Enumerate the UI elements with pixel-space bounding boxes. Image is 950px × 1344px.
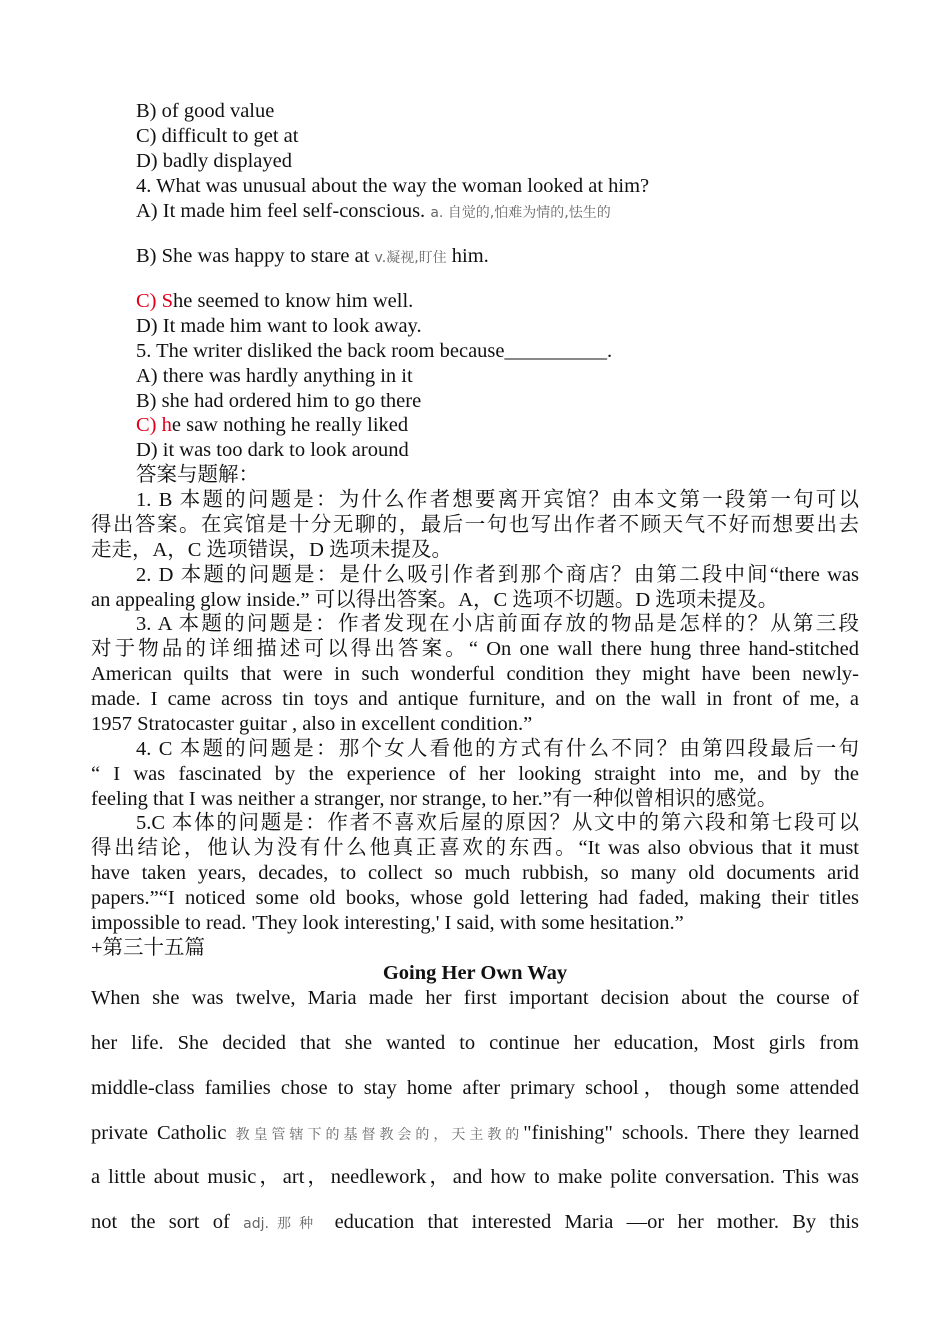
answer-4-line: feeling that I was neither a stranger, nor strange, to her.”有一种似曾相识的感觉。 xyxy=(91,788,778,810)
q4-option-c-text: he seemed to know him well. xyxy=(173,290,414,312)
passage-text: not the sort of xyxy=(91,1211,230,1233)
answer-3-line: made. I came across tin toys and antique furniture, and on the wall in front of me, a xyxy=(91,688,859,710)
q4-option-d: D) It made him want to look away. xyxy=(136,315,422,337)
answer-4-line: 4. C 本题的问题是：那个女人看他的方式有什么不同？由第四段最后一句 xyxy=(136,738,859,760)
q5-option-d: D) it was too dark to look around xyxy=(136,439,409,461)
vocab-note: 教皇管辖下的基督教会的，天主教的 xyxy=(235,1127,524,1143)
answer-3-line: 3. A 本题的问题是：作者发现在小店前面存放的物品是怎样的？从第三段 xyxy=(136,613,859,635)
section-label: +第三十五篇 xyxy=(91,937,206,959)
answers-heading: 答案与题解： xyxy=(136,464,259,486)
passage-text: private Catholic xyxy=(91,1122,227,1144)
answer-2-line: 2. D 本题的问题是：是什么吸引作者到那个商店？由第二段中间“there was xyxy=(136,564,859,586)
q4-option-a-text: A) It made him feel self-conscious. xyxy=(136,200,426,222)
answer-3-line: 1957 Stratocaster guitar , also in excellent condition.” xyxy=(91,713,533,735)
q4-option-b-text: B) She was happy to stare at xyxy=(136,245,370,267)
passage-text: "finishing" schools. There they learned xyxy=(523,1122,860,1144)
passage-line: middle-class families chose to stay home after primary school，though some attended xyxy=(91,1077,859,1099)
answer-highlight: C) S xyxy=(136,290,174,312)
answer-3-line: American quilts that were in such wonderful condition they might have been newly- xyxy=(91,663,859,685)
q3-option-b: B) of good value xyxy=(136,100,275,122)
vocab-note: v.凝视,盯住 xyxy=(374,250,447,266)
vocab-note: adj.那种 xyxy=(243,1216,322,1232)
q4-stem: 4. What was unusual about the way the woman looked at him? xyxy=(136,175,650,197)
passage-text: education that interested Maria —or her mother. By this xyxy=(334,1211,860,1233)
answer-1-line: 走走，A，C 选项错误，D 选项未提及。 xyxy=(91,539,453,561)
answer-5-line: impossible to read. 'They look interesting,' I said, with some hesitation.” xyxy=(91,912,684,934)
q4-option-c xyxy=(136,289,413,314)
answer-4-line: “ I was fascinated by the experience of her looking straight into me, and by the xyxy=(91,763,859,785)
q4-option-a xyxy=(136,199,611,226)
answer-highlight: C) h xyxy=(136,414,172,436)
passage-line: When she was twelve, Maria made her first important decision about the course of xyxy=(91,987,859,1009)
answer-5-line: papers.”“I noticed some old books, whose gold lettering had faded, making their titles xyxy=(91,887,859,909)
passage-line: her life. She decided that she wanted to continue her education, Most girls from xyxy=(91,1032,859,1054)
answer-5-line: 5.C 本体的问题是：作者不喜欢后屋的原因？从文中的第六段和第七段可以 xyxy=(136,812,859,834)
passage-line: a little about music，art，needlework，and how to make polite conversation. This was xyxy=(91,1166,859,1188)
q3-option-c: C) difficult to get at xyxy=(136,125,299,147)
q5-option-c xyxy=(136,413,408,438)
answer-5-line: have taken years, decades, to collect so much rubbish, so many old documents arid xyxy=(91,862,859,884)
passage-title: Going Her Own Way xyxy=(382,962,568,984)
answer-5-line: 得出结论，他认为没有什么他真正喜欢的东西。“It was also obvious that it must xyxy=(91,837,859,859)
q4-option-b-end: him. xyxy=(451,245,489,267)
vocab-note: a. 自觉的,怕难为情的,怯生的 xyxy=(430,205,611,221)
answer-1-line: 得出答案。在宾馆是十分无聊的，最后一句也写出作者不顾天气不好而想要出去 xyxy=(91,514,859,536)
q5-option-a: A) there was hardly anything in it xyxy=(136,365,413,387)
q4-option-b xyxy=(136,244,489,271)
q5-option-b: B) she had ordered him to go there xyxy=(136,390,422,412)
passage-line xyxy=(91,1121,859,1148)
q5-stem: 5. The writer disliked the back room because__________. xyxy=(136,340,613,362)
passage-line xyxy=(91,1210,859,1237)
answer-3-line: 对于物品的详细描述可以得出答案。“ On one wall there hung three hand-stitched xyxy=(91,638,859,660)
q5-option-c-text: e saw nothing he really liked xyxy=(171,414,409,436)
answer-2-line: an appealing glow inside.” 可以得出答案。A，C 选项不切题。D 选项未提及。 xyxy=(91,589,779,611)
q3-option-d: D) badly displayed xyxy=(136,150,292,172)
answer-1-line: 1. B 本题的问题是：为什么作者想要离开宾馆？由本文第一段第一句可以 xyxy=(136,489,859,511)
